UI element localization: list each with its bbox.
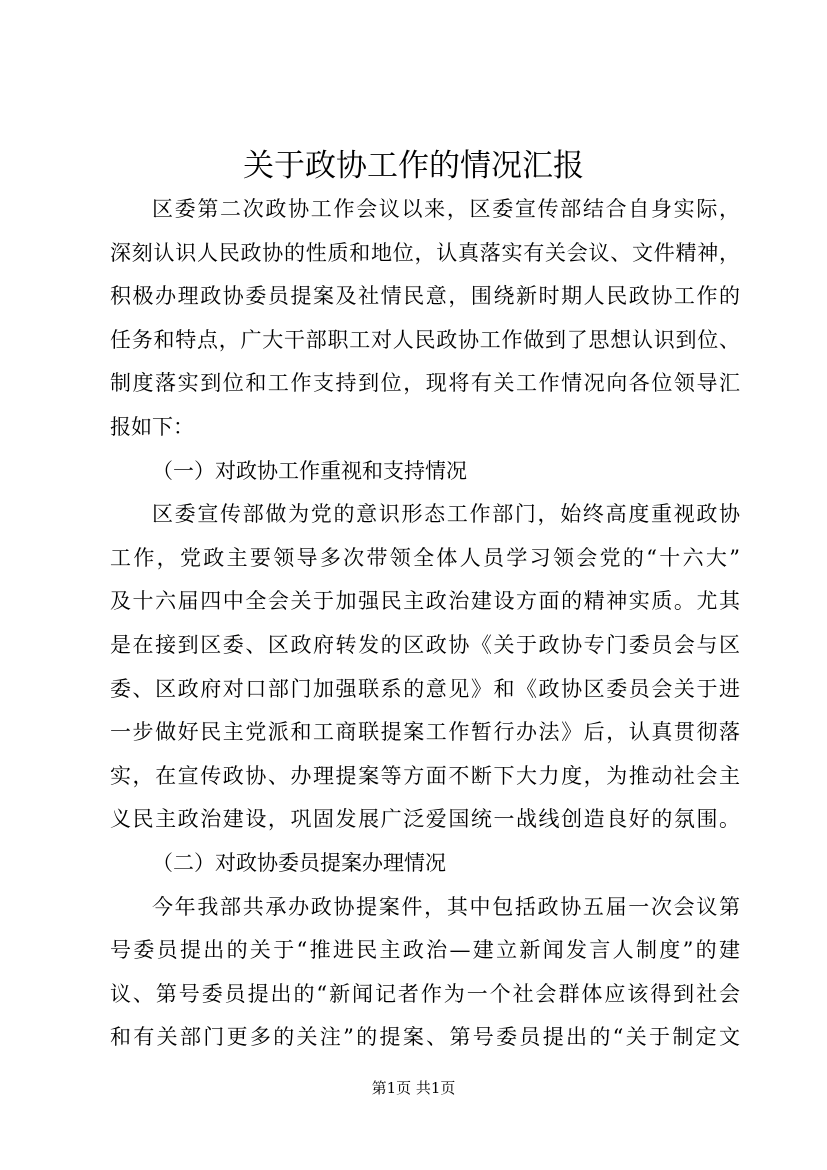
paragraph-line: 号委员提出的关于“推进民主政治—建立新闻发言人制度”的建	[110, 938, 740, 963]
paragraph-line: 深刻认识人民政协的性质和地位，认真落实有关会议、文件精神，	[110, 240, 740, 265]
paragraph-line: 区委宣传部做为党的意识形态工作部门，始终高度重视政协	[152, 502, 740, 527]
paragraph-line: 工作，党政主要领导多次带领全体人员学习领会党的“十六大”	[110, 545, 740, 570]
section-heading: （二）对政协委员提案办理情况	[152, 850, 446, 875]
paragraph-line: 任务和特点，广大干部职工对人民政协工作做到了思想认识到位、	[110, 327, 740, 352]
paragraph-line: 是在接到区委、区政府转发的区政协《关于政协专门委员会与区	[110, 632, 740, 657]
paragraph-line: 一步做好民主党派和工商联提案工作暂行办法》后，认真贯彻落	[110, 720, 740, 745]
paragraph-line: 制度落实到位和工作支持到位，现将有关工作情况向各位领导汇	[110, 371, 740, 396]
document-title: 关于政协工作的情况汇报	[243, 148, 584, 184]
section-heading: （一）对政协工作重视和支持情况	[152, 458, 467, 483]
paragraph-line: 积极办理政协委员提案及社情民意，围绕新时期人民政协工作的	[110, 284, 740, 309]
paragraph-line: 和有关部门更多的关注”的提案、第号委员提出的“关于制定文	[110, 1025, 740, 1050]
paragraph-line: 区委第二次政协工作会议以来，区委宣传部结合自身实际，	[152, 197, 740, 221]
paragraph-line: 及十六届四中全会关于加强民主政治建设方面的精神实质。尤其	[110, 589, 740, 614]
paragraph-line: 实，在宣传政协、办理提案等方面不断下大力度，为推动社会主	[110, 763, 740, 788]
paragraph-line: 义民主政治建设，巩固发展广泛爱国统一战线创造良好的氛围。	[110, 807, 740, 832]
paragraph-line: 报如下：	[110, 414, 194, 439]
paragraph-line: 委、区政府对口部门加强联系的意见》和《政协区委员会关于进	[110, 676, 740, 701]
paragraph-line: 议、第号委员提出的“新闻记者作为一个社会群体应该得到社会	[110, 981, 740, 1006]
paragraph-line: 今年我部共承办政协提案件，其中包括政协五届一次会议第	[152, 894, 740, 919]
document-body	[110, 188, 740, 1060]
page-footer: 第1页 共1页	[371, 1079, 456, 1097]
